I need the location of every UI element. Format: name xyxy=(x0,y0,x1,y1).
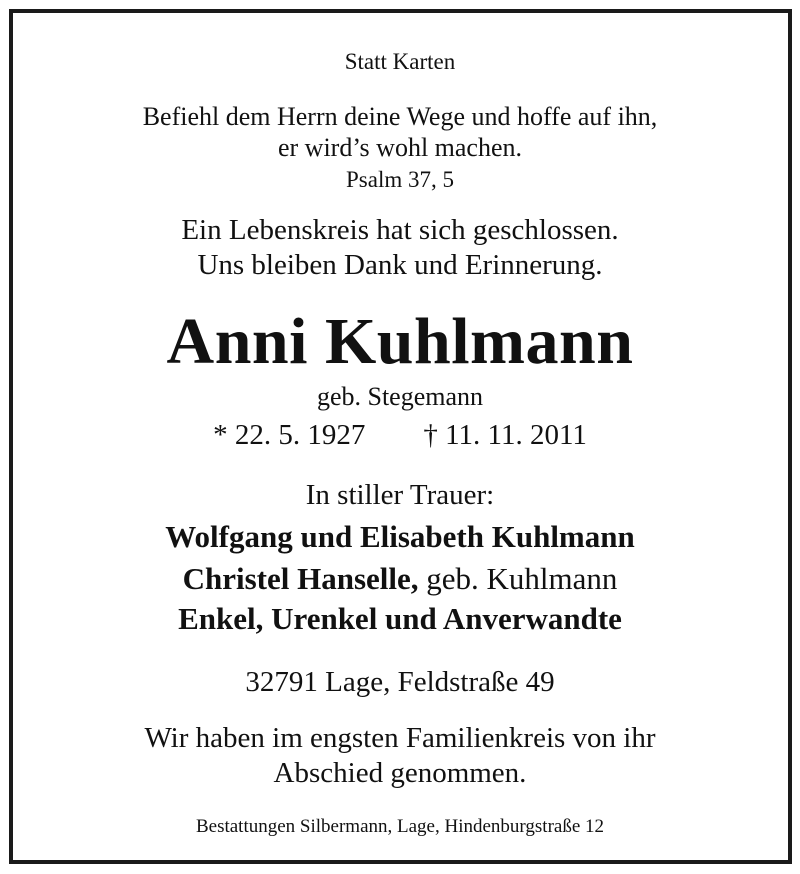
saying-line-2: Uns bleiben Dank und Erinnerung. xyxy=(197,249,603,281)
mourners-intro: In stiller Trauer: xyxy=(305,479,495,511)
notice-line-1: Wir haben im engsten Familienkreis von ihr xyxy=(144,722,656,754)
deceased-name: Anni Kuhlmann xyxy=(166,305,634,378)
verse-reference: Psalm 37, 5 xyxy=(346,167,454,192)
death-date: † 11. 11. 2011 xyxy=(423,419,587,451)
notice-line-2: Abschied genommen. xyxy=(273,757,527,789)
mourner-line-1 xyxy=(0,521,800,552)
verse-line-1: Befiehl dem Herrn deine Wege und hoffe auf ihn, xyxy=(142,102,658,131)
mourner-name-3: Enkel, Urenkel und Anverwandte xyxy=(178,601,622,636)
mourner-line-3 xyxy=(0,603,800,634)
verse-line-2: er wird’s wohl machen. xyxy=(277,133,523,162)
mourner-name-1: Wolfgang und Elisabeth Kuhlmann xyxy=(165,519,635,554)
mourner-line-2 xyxy=(0,563,800,594)
birth-date: * 22. 5. 1927 xyxy=(213,419,366,451)
address-text: 32791 Lage, Feldstraße 49 xyxy=(245,666,555,698)
maiden-name: geb. Stegemann xyxy=(316,382,484,411)
header-text: Statt Karten xyxy=(344,49,456,74)
life-dates xyxy=(0,421,800,450)
saying-line-1: Ein Lebenskreis hat sich geschlossen. xyxy=(181,214,619,246)
mourner-maiden-name: geb. Kuhlmann xyxy=(418,561,618,596)
mourner-name-2: Christel Hanselle, xyxy=(182,561,419,596)
funeral-home-text: Bestattungen Silbermann, Lage, Hindenburgstraße 12 xyxy=(195,816,605,837)
